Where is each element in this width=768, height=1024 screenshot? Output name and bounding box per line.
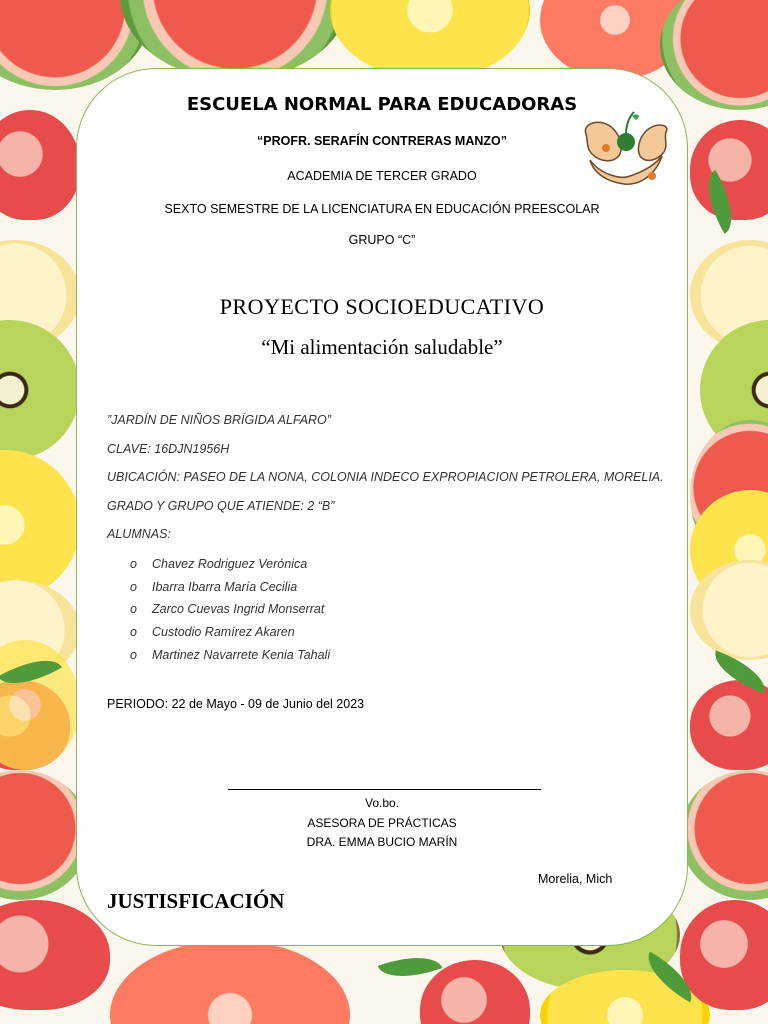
advisor-role: ASESORA DE PRÁCTICAS	[307, 816, 457, 830]
clave-line: CLAVE: 16DJN1956H	[107, 442, 230, 456]
list-bullet: o	[130, 557, 137, 571]
school-name: ESCUELA NORMAL PARA EDUCADORAS	[186, 94, 578, 115]
list-bullet: o	[130, 579, 137, 594]
school-subtitle: “PROFR. SERAFÍN CONTRERAS MANZO”	[257, 134, 507, 148]
student-name: Zarco Cuevas Ingrid Monserrat	[152, 602, 325, 617]
students-list	[130, 556, 330, 669]
list-item	[130, 579, 330, 602]
student-name: Chavez Rodriguez Verónica	[152, 557, 308, 571]
list-item	[130, 647, 330, 670]
group-line: GRUPO “C”	[348, 233, 416, 247]
student-name: Custodio Ramírez Akaren	[152, 625, 295, 640]
vobo-label: Vo.bo.	[364, 796, 400, 810]
list-item	[130, 556, 330, 579]
list-item	[130, 624, 330, 647]
list-bullet: o	[130, 602, 137, 617]
project-name: “Mi alimentación saludable”	[261, 335, 503, 359]
location-label: UBICACIÓN:	[107, 470, 180, 484]
list-item	[130, 601, 330, 624]
advisor-name: DRA. EMMA BUCIO MARÍN	[306, 835, 458, 849]
location-value: PASEO DE LA NONA, COLONIA INDECO EXPROPIACION PETROLERA, MORELIA.	[179, 470, 664, 484]
student-name: Martinez Navarrete Kenia Tahali	[152, 647, 331, 662]
period-label: PERIODO:	[107, 697, 169, 711]
list-bullet: o	[130, 647, 137, 662]
students-label: ALUMNAS:	[107, 527, 171, 541]
period-line	[107, 697, 364, 711]
location-line	[107, 470, 664, 484]
section-heading: JUSTISFICACIÓN	[107, 889, 285, 913]
kinder-name: ”JARDÍN DE NIÑOS BRÍGIDA ALFARO”	[107, 413, 331, 427]
student-name: Ibarra Ibarra María Cecilia	[152, 579, 298, 594]
place-line: Morelia, Mich	[538, 872, 613, 886]
signature-line	[228, 789, 541, 790]
grade-group-line: GRADO Y GRUPO QUE ATIENDE: 2 “B”	[107, 499, 335, 513]
project-title: PROYECTO SOCIOEDUCATIVO	[219, 294, 545, 319]
semester-line: SEXTO SEMESTRE DE LA LICENCIATURA EN EDUCACIÓN PREESCOLAR	[164, 202, 600, 216]
academy-line: ACADEMIA DE TERCER GRADO	[287, 169, 477, 183]
list-bullet: o	[130, 625, 137, 640]
period-value: 22 de Mayo - 09 de Junio del 2023	[168, 697, 365, 711]
